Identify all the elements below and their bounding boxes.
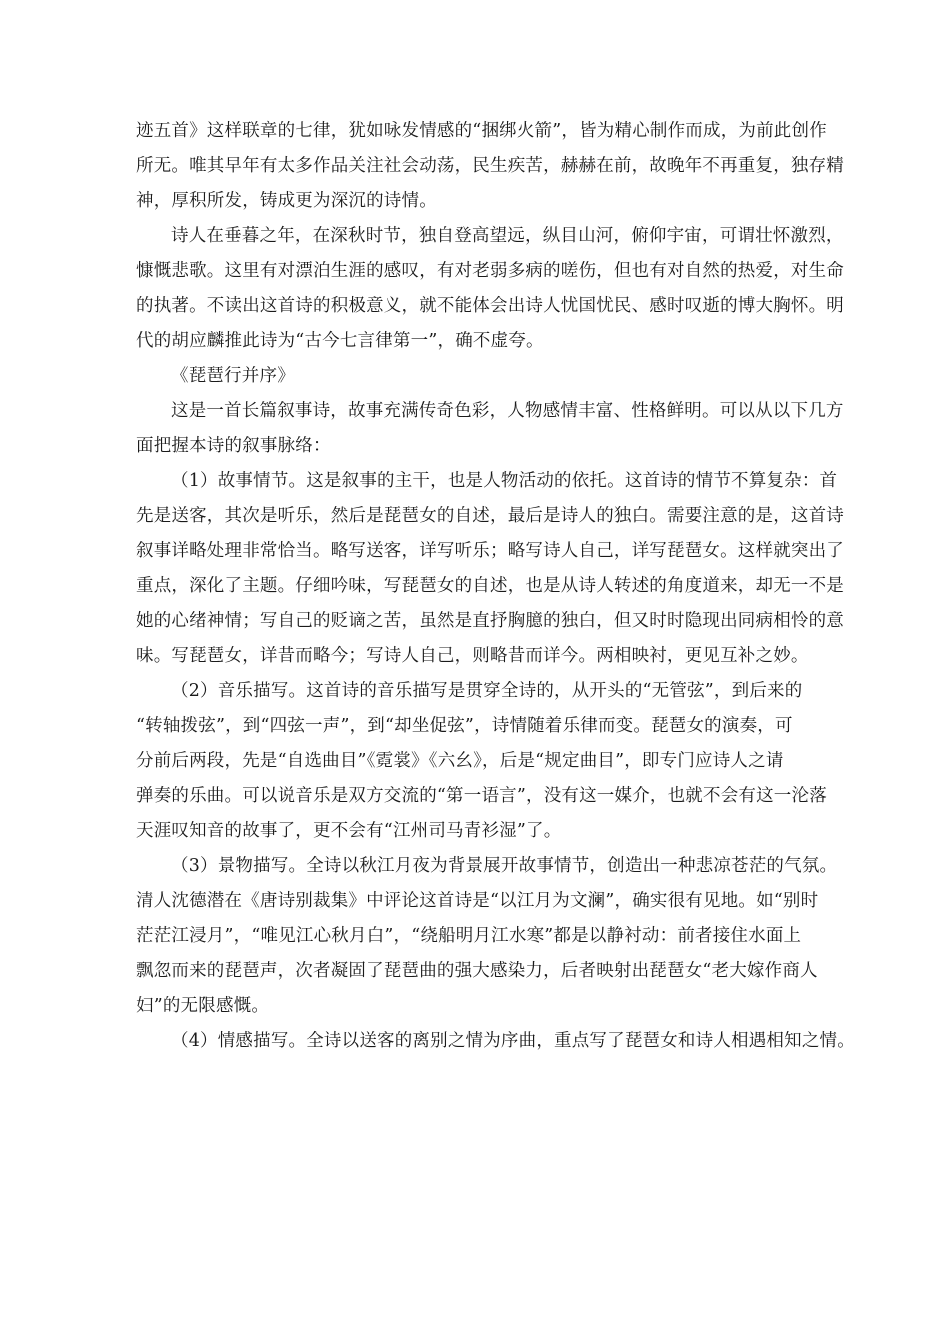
text-line: 飘忽而来的琵琶声，次者凝固了琵琶曲的强大感染力，后者映射出琵琶女“老大嫁作商人 [136, 961, 818, 981]
text-line: 面把握本诗的叙事脉络： [136, 436, 331, 456]
text-line: 茫茫江浸月”，“唯见江心秋月白”，“绕船明月江水寒”都是以静衬动：前者接住水面上 [136, 926, 802, 946]
text-line: 先是送客，其次是听乐，然后是琵琶女的自述，最后是诗人的独白。需要注意的是，这首诗 [136, 506, 844, 526]
paragraph-continuation [136, 114, 844, 219]
text-line: （2）音乐描写。这首诗的音乐描写是贯穿全诗的，从开头的“无管弦”，到后来的 [171, 681, 803, 701]
text-line: 诗人在垂暮之年，在深秋时节，独自登高望远，纵目山河，俯仰宇宙，可谓壮怀激烈， [171, 226, 844, 246]
text-line: “转轴拨弦”，到“四弦一声”，到“却坐促弦”，诗情随着乐律而变。琵琶女的演奏，可 [136, 716, 793, 736]
text-line: 味。写琵琶女，详昔而略今；写诗人自己，则略昔而详今。两相映衬，更见互补之妙。 [136, 646, 809, 666]
paragraph-poet-old-age [136, 219, 844, 359]
text-line: 重点，深化了主题。仔细吟味，写琵琶女的自述，也是从诗人转述的角度道来，却无一不是 [136, 576, 844, 596]
text-line: 叙事详略处理非常恰当。略写送客，详写听乐；略写诗人自己，详写琵琶女。这样就突出了 [136, 541, 844, 561]
paragraph-scenery [136, 849, 838, 1024]
text-line: 分前后两段，先是“自选曲目”《霓裳》《六幺》，后是“规定曲目”，即专门应诗人之请 [136, 751, 784, 771]
paragraph-intro [136, 394, 844, 464]
text-line: 弹奏的乐曲。可以说音乐是双方交流的“第一语言”，没有这一媒介，也就不会有这一沦落 [136, 786, 827, 806]
document-body [136, 114, 855, 1059]
text-line: 的执著。不读出这首诗的积极意义，就不能体会出诗人忧国忧民、感时叹逝的博大胸怀。明 [136, 296, 844, 316]
text-line: 神，厚积所发，铸成更为深沉的诗情。 [136, 191, 437, 211]
paragraph-plot [136, 464, 844, 674]
text-line: 妇”的无限感慨。 [136, 996, 270, 1016]
text-line: 慷慨悲歌。这里有对漂泊生涯的感叹，有对老弱多病的嗟伤，但也有对自然的热爱，对生命 [136, 261, 844, 281]
text-line: 天涯叹知音的故事了，更不会有“江州司马青衫湿”了。 [136, 821, 562, 841]
text-line: （4）情感描写。全诗以送客的离别之情为序曲，重点写了琵琶女和诗人相遇相知之情。 [171, 1031, 855, 1051]
text-line: （3）景物描写。全诗以秋江月夜为背景展开故事情节，创造出一种悲凉苍茫的气氛。 [171, 856, 838, 876]
section-title: 《琵琶行并序》 [171, 366, 295, 386]
text-line: 所无。唯其早年有太多作品关注社会动荡，民生疾苦，赫赫在前，故晚年不再重复，独存精 [136, 156, 844, 176]
text-line: 她的心绪神情；写自己的贬谪之苦，虽然是直抒胸臆的独白，但又时时隐现出同病相怜的意 [136, 611, 844, 631]
paragraph-emotion [136, 1024, 855, 1059]
text-line: 清人沈德潜在《唐诗别裁集》中评论这首诗是“以江月为文澜”，确实很有见地。如“别时 [136, 891, 819, 911]
section-heading-pipa [136, 359, 826, 394]
paragraph-music [136, 674, 826, 849]
text-line: （1）故事情节。这是叙事的主干，也是人物活动的依托。这首诗的情节不算复杂：首 [171, 471, 838, 491]
text-line: 这是一首长篇叙事诗，故事充满传奇色彩，人物感情丰富、性格鲜明。可以从以下几方 [171, 401, 844, 421]
text-line: 代的胡应麟推此诗为“古今七言律第一”，确不虚夸。 [136, 331, 544, 351]
text-line: 迹五首》这样联章的七律，犹如咏发情感的“捆绑火箭”，皆为精心制作而成，为前此创作 [136, 121, 827, 141]
